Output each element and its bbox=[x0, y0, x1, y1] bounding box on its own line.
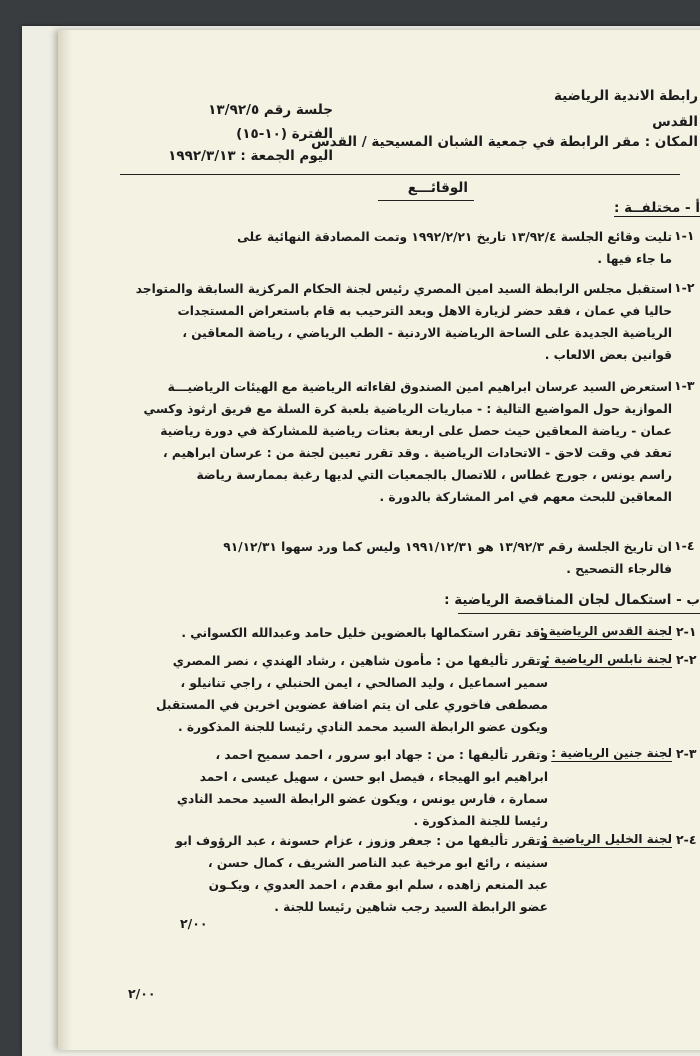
text-line: عضو الرابطة السيد رجب شاهين رئيسا للجنة . bbox=[274, 900, 548, 914]
item-number: ٣-٢ bbox=[676, 746, 697, 761]
meeting-place: المكان : مقر الرابطة في جمعية الشبان المسيحية / القدس bbox=[311, 134, 698, 150]
section-title-underline bbox=[378, 200, 474, 201]
text-line: مصطفى فاخوري على ان يتم اضافة عضوين اخرين في المستقبل bbox=[156, 698, 548, 712]
text-line: وقد تقرر استكمالها بالعضوين خليل حامد وعبدالله الكسواني . bbox=[181, 626, 548, 640]
item-2-2-text bbox=[156, 650, 548, 738]
text-line: ما جاء فيها . bbox=[597, 252, 672, 266]
city: القدس bbox=[652, 114, 698, 130]
text-line: عبد المنعم زاهده ، سلم ابو مقدم ، احمد العدوي ، ويكـون bbox=[208, 878, 548, 892]
text-line: ويكون عضو الرابطة السيد محمد النادي رئيسا للجنة المذكورة . bbox=[177, 720, 548, 734]
text-line: وتقرر تأليفها من : مأمون شاهين ، رشاد الهندي ، نصر المصري bbox=[172, 654, 548, 668]
text-line: راسم يونس ، جورج غطاس ، للاتصال بالجمعيات التي لديها رغبة بممارسة رياضة bbox=[196, 468, 672, 482]
text-line: رئيسا للجنة المذكورة . bbox=[413, 814, 548, 828]
item-2-3-text bbox=[177, 744, 548, 832]
item-number: ١-٢ bbox=[676, 624, 697, 639]
item-number: ١-١ bbox=[674, 228, 695, 243]
meeting-day: اليوم الجمعة : ١٩٩٢/٣/١٣ bbox=[168, 148, 333, 164]
item-1-4-text bbox=[223, 536, 672, 580]
text-line: ابراهيم ابو الهيجاء ، فيصل ابو حسن ، سهيل عيسى ، احمد bbox=[199, 770, 548, 784]
section-2-underline bbox=[458, 613, 700, 614]
committee-name-nablus: لجنة نابلس الرياضية : bbox=[545, 652, 672, 666]
committee-name-hebron: لجنة الخليل الرياضية : bbox=[542, 832, 672, 846]
item-1-2-text bbox=[136, 278, 672, 366]
item-2-1-text bbox=[181, 622, 548, 644]
text-line: الرياضية الجديدة على الساحة الرياضية الاردنية - الطب الرياضي ، رياضة المعاقين ، bbox=[182, 326, 672, 340]
text-line: ان تاريخ الجلسة رقم ١٣/٩٢/٣ هو ١٩٩١/١٢/٣١ وليس كما ورد سهوا ٩١/١٢/٣١ bbox=[223, 540, 672, 554]
text-line: سمارة ، فارس يونس ، ويكون عضو الرابطة السيد محمد النادي bbox=[176, 792, 548, 806]
bottom-page-mark: ٢/٠٠ bbox=[128, 986, 156, 1001]
text-line: استقبل مجلس الرابطة السيد امين المصري رئيس لجنة الحكام المركزية السابقة والمتواجد bbox=[135, 282, 672, 296]
text-line: سمير اسماعيل ، وليد الصالحي ، ايمن الحنبلي ، راجي تنانيلو ، bbox=[180, 676, 548, 690]
text-line: فالرجاء التصحيح . bbox=[566, 562, 672, 576]
text-line: تعقد في وقت لاحق - الاتحادات الرياضية . وقد تقرر تعيين لجنة من : عرسان ابراهيم ، bbox=[163, 446, 672, 460]
header-rule bbox=[120, 174, 680, 175]
text-line: قوانين بعض الالعاب . bbox=[544, 348, 672, 362]
text-line: سنينه ، رائع ابو مرخية عبد الناصر الشريف ، كمال حسن ، bbox=[207, 856, 548, 870]
text-line: المعاقين للبحث معهم في امر المشاركة بالدورة . bbox=[379, 490, 672, 504]
period: الفترة (١٠-١٥) bbox=[236, 126, 333, 142]
continuation-mark: ٢/٠٠ bbox=[180, 916, 208, 931]
section-title: الوقائـــع bbox=[407, 180, 468, 196]
section-1-heading: أ - مختلفــة : bbox=[614, 200, 700, 216]
item-number: ٤-٢ bbox=[676, 832, 697, 847]
section-2-heading: ب - استكمال لجان المناقصة الرياضية : bbox=[444, 592, 700, 608]
text-line: حاليا في عمان ، فقد حضر لزيارة الاهل وبعد الترحيب به قام باستعراض المستجدات bbox=[177, 304, 672, 318]
page-edge bbox=[58, 30, 72, 1050]
item-number: ٣-١ bbox=[674, 378, 695, 393]
item-number: ٢-٢ bbox=[676, 652, 697, 667]
text-line: تليت وقائع الجلسة ١٣/٩٢/٤ تاريخ ١٩٩٢/٢/٢١ وتمت المصادقة النهائية على bbox=[237, 230, 672, 244]
text-line: الموازية حول المواضيع التالية : - مباريات الرياضية بلعبة كرة السلة مع فريق ارثوذ وكسي bbox=[143, 402, 672, 416]
item-number: ٤-١ bbox=[674, 538, 695, 553]
item-1-3-text bbox=[143, 376, 672, 508]
item-1-1-text bbox=[82, 226, 672, 270]
document-page bbox=[58, 30, 700, 1050]
item-2-4-text bbox=[175, 830, 548, 918]
text-line: عمان - رياضة المعاقين حيث حصل على اربعة بعثات رياضية للمشاركة في دورة رياضية bbox=[160, 424, 672, 438]
text-line: استعرض السيد عرسان ابراهيم امين الصندوق لقاءاته الرياضية مع الهيئات الرياضيـــة bbox=[167, 380, 672, 394]
session-number: جلسة رقم ١٣/٩٢/٥ bbox=[208, 102, 333, 118]
org-name: رابطة الاندية الرياضية bbox=[554, 88, 698, 104]
committee-name-jerusalem: لجنة القدس الرياضية : bbox=[539, 624, 672, 638]
text-line: وتقرر تأليفها : من : جهاد ابو سرور ، احمد سميح احمد ، bbox=[215, 748, 548, 762]
item-number: ٢-١ bbox=[674, 280, 695, 295]
text-line: وتقرر تأليفها من : جعفر وزوز ، عزام حسونة ، عبد الرؤوف ابو bbox=[175, 834, 548, 848]
committee-name-jenin: لجنة جنين الرياضية : bbox=[551, 746, 672, 760]
